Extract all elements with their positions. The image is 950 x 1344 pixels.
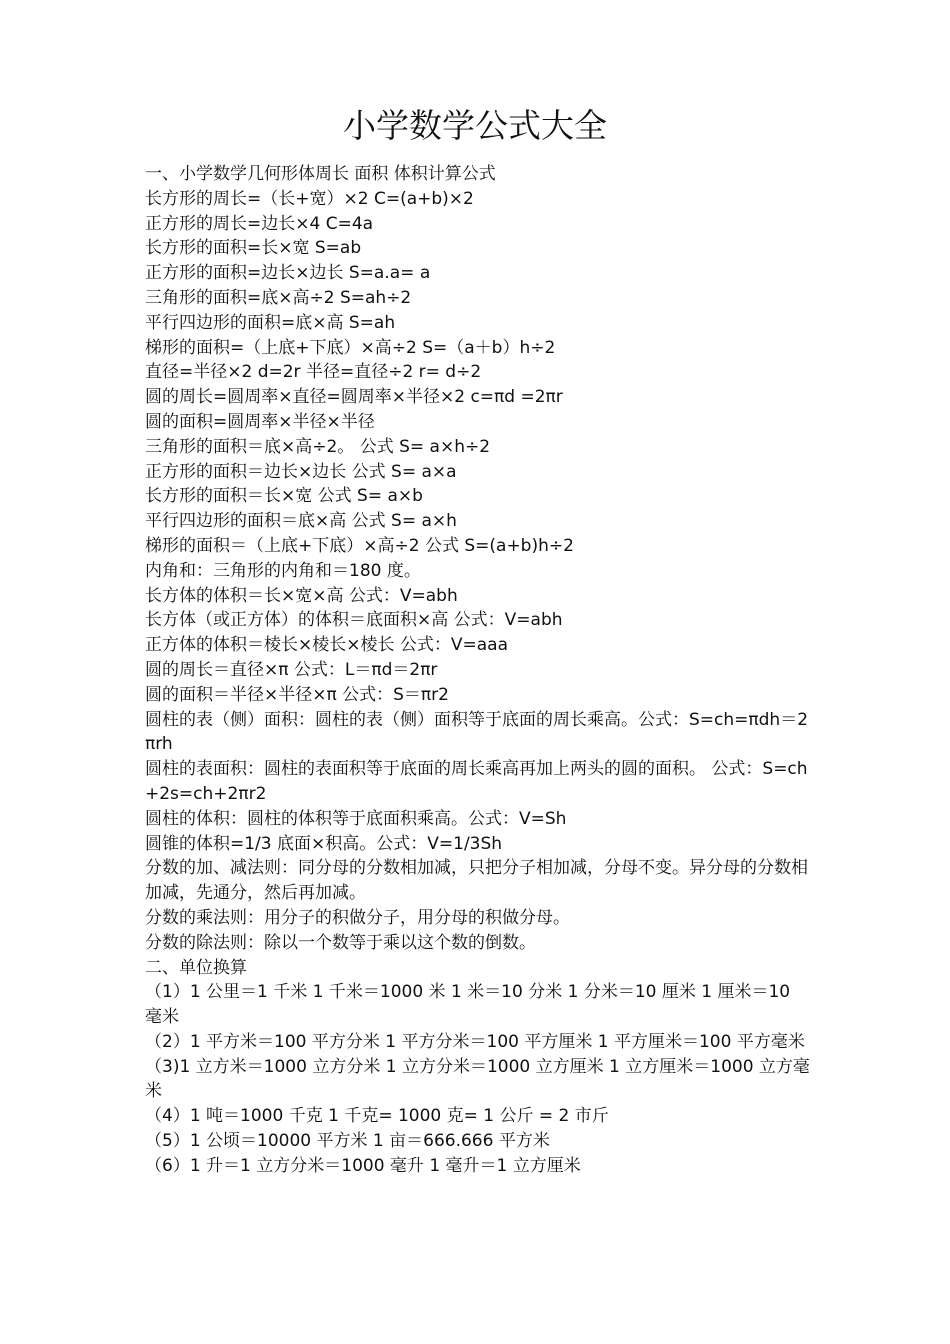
formula-line: 圆的周长=圆周率×直径=圆周率×半径×2 c=πd =2πr (145, 387, 563, 408)
rule-line: 分数的乘法则：用分子的积做分子，用分母的积做分母。 (145, 907, 570, 928)
formula-line: 圆锥的体积=1/3 底面×积高。公式：V=1/3Sh (145, 833, 503, 854)
formula-line: 长方形的面积=长×宽 S=ab (145, 238, 362, 259)
document-body (145, 162, 810, 1179)
formula-line: 圆的面积=圆周率×半径×半径 (145, 411, 375, 432)
formula-line: 长方体（或正方体）的体积＝底面积×高 公式：V=abh (145, 610, 563, 631)
rule-line: 分数的除法则：除以一个数等于乘以这个数的倒数。 (145, 932, 536, 953)
formula-line: 圆柱的体积：圆柱的体积等于底面积乘高。公式：V=Sh (145, 808, 567, 829)
formula-line: 圆柱的表（侧）面积：圆柱的表（侧）面积等于底面的周长乘高。公式：S=ch=πdh＝2πrh (145, 709, 809, 755)
formula-line: 三角形的面积＝底×高÷2。 公式 S= a×h÷2 (145, 436, 491, 457)
section-heading-geometry: 一、小学数学几何形体周长 面积 体积计算公式 (145, 164, 496, 184)
page-title: 小学数学公式大全 (343, 106, 607, 145)
formula-line: 梯形的面积=（上底+下底）×高÷2 S=（a＋b）h÷2 (145, 337, 556, 358)
formula-line: 正方形的面积＝边长×边长 公式 S= a×a (145, 461, 457, 482)
formula-line: 圆的面积＝半径×半径×π 公式：S＝πr2 (145, 684, 449, 705)
unit-conversion-line: （6）1 升＝1 立方分米＝1000 毫升 1 毫升＝1 立方厘米 (145, 1155, 581, 1176)
formula-line: 正方体的体积＝棱长×棱长×棱长 公式：V=aaa (145, 635, 509, 656)
rule-line: 分数的加、减法则：同分母的分数相加减，只把分子相加减，分母不变。异分母的分数相加减，先通分，然后再加减。 (145, 858, 808, 904)
formula-line: 圆的周长＝直径×π 公式：L＝πd＝2πr (145, 659, 438, 680)
section-heading-units: 二、单位换算 (145, 957, 247, 978)
formula-line: 正方形的面积=边长×边长 S=a.a= a (145, 263, 431, 284)
formula-line: 长方形的面积＝长×宽 公式 S= a×b (145, 486, 423, 507)
formula-line: 梯形的面积＝（上底+下底）×高÷2 公式 S=(a+b)h÷2 (145, 535, 574, 556)
formula-line: 内角和：三角形的内角和＝180 度。 (145, 560, 421, 581)
formula-line: 平行四边形的面积＝底×高 公式 S= a×h (145, 511, 457, 532)
formula-line: 平行四边形的面积=底×高 S=ah (145, 312, 396, 333)
unit-conversion-line: （2）1 平方米＝100 平方分米 1 平方分米＝100 平方厘米 1 平方厘米＝100 平方毫米 (145, 1031, 805, 1052)
unit-conversion-line: （4）1 吨＝1000 千克 1 千克= 1000 克= 1 公斤 = 2 市斤 (145, 1106, 609, 1127)
formula-line: 直径=半径×2 d=2r 半径=直径÷2 r= d÷2 (145, 362, 482, 383)
formula-line: 长方形的周长=（长+宽）×2 C=(a+b)×2 (145, 188, 474, 209)
unit-conversion-line: （1）1 公里＝1 千米 1 千米＝1000 米 1 米＝10 分米 1 分米＝10 厘米 1 厘米＝10 毫米 (145, 982, 791, 1028)
formula-line: 圆柱的表面积：圆柱的表面积等于底面的周长乘高再加上两头的圆的面积。 公式：S=ch+2s=ch+2πr2 (145, 759, 808, 804)
formula-line: 正方形的周长=边长×4 C=4a (145, 213, 374, 234)
formula-line: 三角形的面积=底×高÷2 S=ah÷2 (145, 287, 412, 308)
unit-conversion-line: （3)1 立方米＝1000 立方分米 1 立方分米＝1000 立方厘米 1 立方厘米＝1000 立方毫米 (145, 1056, 810, 1102)
unit-conversion-line: （5）1 公顷＝10000 平方米 1 亩＝666.666 平方米 (145, 1131, 550, 1152)
formula-line: 长方体的体积＝长×宽×高 公式：V=abh (145, 585, 458, 606)
